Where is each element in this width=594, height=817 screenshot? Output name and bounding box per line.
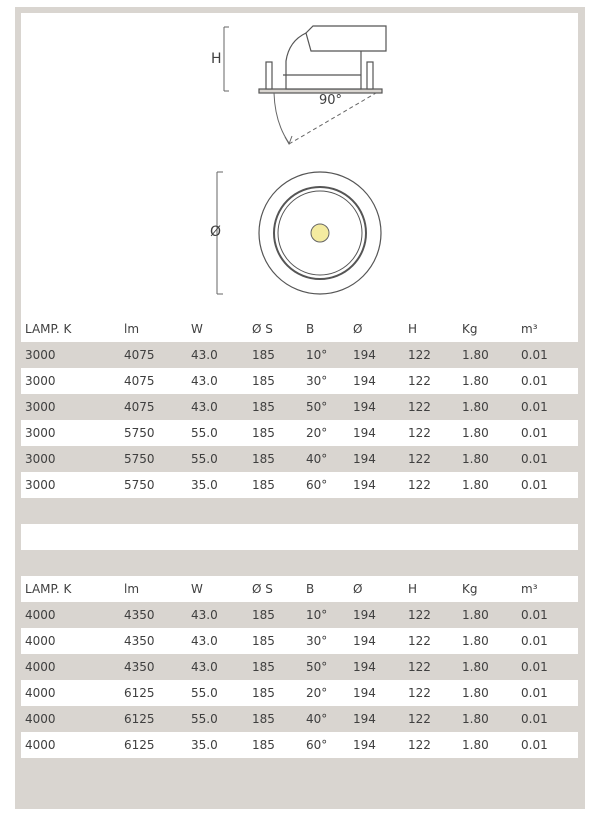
cell-diameter: 194 [353, 660, 376, 674]
cell-diameter: 194 [353, 478, 376, 492]
cell-beam: 10° [306, 348, 328, 362]
spacer-row [21, 524, 578, 550]
cell-lumens: 4075 [124, 400, 155, 414]
col-height: H [408, 582, 418, 596]
cell-lamp-k: 4000 [25, 738, 56, 752]
cell-watts: 55.0 [191, 452, 218, 466]
cell-volume: 0.01 [521, 478, 548, 492]
cell-lumens: 6125 [124, 686, 155, 700]
cell-weight: 1.80 [462, 686, 489, 700]
cell-lumens: 4350 [124, 634, 155, 648]
cell-weight: 1.80 [462, 712, 489, 726]
col-watts: W [191, 582, 203, 596]
cell-cutout: 185 [252, 738, 275, 752]
cell-diameter: 194 [353, 686, 376, 700]
col-beam: B [306, 582, 315, 596]
table-row [21, 446, 578, 472]
table-row [21, 394, 578, 420]
cell-volume: 0.01 [521, 634, 548, 648]
cell-weight: 1.80 [462, 348, 489, 362]
cell-diameter: 194 [353, 400, 376, 414]
cell-volume: 0.01 [521, 348, 548, 362]
cell-lumens: 6125 [124, 712, 155, 726]
cell-lamp-k: 4000 [25, 712, 56, 726]
table-row [21, 732, 578, 758]
cell-volume: 0.01 [521, 400, 548, 414]
cell-lumens: 5750 [124, 452, 155, 466]
product-drawing [21, 13, 578, 316]
cell-beam: 50° [306, 400, 328, 414]
cell-volume: 0.01 [521, 452, 548, 466]
cell-lamp-k: 4000 [25, 634, 56, 648]
table-row [21, 368, 578, 394]
angle-label: 90° [319, 93, 343, 108]
cell-watts: 35.0 [191, 738, 218, 752]
cell-weight: 1.80 [462, 374, 489, 388]
cell-cutout: 185 [252, 634, 275, 648]
cell-diameter: 194 [353, 712, 376, 726]
cell-watts: 43.0 [191, 374, 218, 388]
col-volume: m³ [521, 322, 538, 336]
cell-height: 122 [408, 634, 431, 648]
cell-weight: 1.80 [462, 738, 489, 752]
cell-weight: 1.80 [462, 608, 489, 622]
diameter-label: Ø [210, 224, 222, 240]
col-diameter: Ø [353, 582, 363, 596]
table-header [21, 576, 578, 602]
cell-weight: 1.80 [462, 634, 489, 648]
cell-lamp-k: 3000 [25, 426, 56, 440]
cell-volume: 0.01 [521, 374, 548, 388]
col-weight: Kg [462, 322, 478, 336]
cell-height: 122 [408, 374, 431, 388]
cell-beam: 50° [306, 660, 328, 674]
cell-lumens: 4075 [124, 374, 155, 388]
table-row [21, 472, 578, 498]
cell-weight: 1.80 [462, 660, 489, 674]
cell-volume: 0.01 [521, 738, 548, 752]
cell-height: 122 [408, 712, 431, 726]
luminaire-diagram [21, 13, 578, 316]
table-row [21, 342, 578, 368]
col-lumens: lm [124, 582, 140, 596]
cell-height: 122 [408, 478, 431, 492]
cell-height: 122 [408, 660, 431, 674]
cell-volume: 0.01 [521, 686, 548, 700]
cell-beam: 30° [306, 634, 328, 648]
col-height: H [408, 322, 418, 336]
front-view [259, 172, 381, 294]
cell-lumens: 4350 [124, 660, 155, 674]
cell-diameter: 194 [353, 426, 376, 440]
cell-diameter: 194 [353, 634, 376, 648]
col-watts: W [191, 322, 203, 336]
cell-lamp-k: 4000 [25, 608, 56, 622]
cell-beam: 10° [306, 608, 328, 622]
cell-lumens: 5750 [124, 478, 155, 492]
cell-lumens: 6125 [124, 738, 155, 752]
cell-cutout: 185 [252, 400, 275, 414]
height-label: H [211, 51, 222, 67]
cell-lamp-k: 3000 [25, 478, 56, 492]
cell-height: 122 [408, 686, 431, 700]
table-row [21, 602, 578, 628]
col-cutout: Ø S [252, 582, 273, 596]
cell-diameter: 194 [353, 452, 376, 466]
cell-watts: 43.0 [191, 660, 218, 674]
col-beam: B [306, 322, 315, 336]
table-header [21, 316, 578, 342]
cell-height: 122 [408, 426, 431, 440]
cell-height: 122 [408, 452, 431, 466]
cell-height: 122 [408, 738, 431, 752]
cell-cutout: 185 [252, 452, 275, 466]
cell-beam: 40° [306, 712, 328, 726]
height-dimension [224, 27, 229, 91]
cell-cutout: 185 [252, 478, 275, 492]
cell-diameter: 194 [353, 374, 376, 388]
cell-cutout: 185 [252, 608, 275, 622]
cell-watts: 55.0 [191, 686, 218, 700]
cell-volume: 0.01 [521, 712, 548, 726]
cell-watts: 55.0 [191, 426, 218, 440]
cell-diameter: 194 [353, 738, 376, 752]
cell-watts: 43.0 [191, 634, 218, 648]
side-view [259, 26, 386, 93]
cell-cutout: 185 [252, 374, 275, 388]
table-row [21, 628, 578, 654]
cell-weight: 1.80 [462, 478, 489, 492]
cell-cutout: 185 [252, 348, 275, 362]
cell-height: 122 [408, 400, 431, 414]
cell-watts: 55.0 [191, 712, 218, 726]
cell-lamp-k: 3000 [25, 400, 56, 414]
cell-lumens: 5750 [124, 426, 155, 440]
cell-height: 122 [408, 608, 431, 622]
spec-table-3000k [21, 316, 578, 498]
col-lamp-k: LAMP. K [25, 322, 72, 336]
cell-volume: 0.01 [521, 426, 548, 440]
cell-lumens: 4075 [124, 348, 155, 362]
cell-beam: 60° [306, 738, 328, 752]
cell-beam: 60° [306, 478, 328, 492]
cell-cutout: 185 [252, 660, 275, 674]
cell-beam: 30° [306, 374, 328, 388]
spec-table-4000k [21, 576, 578, 758]
cell-beam: 20° [306, 426, 328, 440]
cell-diameter: 194 [353, 608, 376, 622]
cell-lamp-k: 3000 [25, 452, 56, 466]
cell-diameter: 194 [353, 348, 376, 362]
cell-beam: 40° [306, 452, 328, 466]
table-row [21, 706, 578, 732]
cell-beam: 20° [306, 686, 328, 700]
cell-watts: 43.0 [191, 348, 218, 362]
cell-volume: 0.01 [521, 660, 548, 674]
cell-volume: 0.01 [521, 608, 548, 622]
cell-watts: 35.0 [191, 478, 218, 492]
cell-lamp-k: 3000 [25, 374, 56, 388]
table-row [21, 654, 578, 680]
cell-cutout: 185 [252, 686, 275, 700]
col-volume: m³ [521, 582, 538, 596]
cell-cutout: 185 [252, 426, 275, 440]
col-lumens: lm [124, 322, 140, 336]
col-lamp-k: LAMP. K [25, 582, 72, 596]
cell-lumens: 4350 [124, 608, 155, 622]
cell-watts: 43.0 [191, 608, 218, 622]
table-row [21, 680, 578, 706]
led-emitter [311, 224, 329, 242]
cell-weight: 1.80 [462, 400, 489, 414]
cell-lamp-k: 4000 [25, 660, 56, 674]
col-cutout: Ø S [252, 322, 273, 336]
col-diameter: Ø [353, 322, 363, 336]
cell-watts: 43.0 [191, 400, 218, 414]
cell-height: 122 [408, 348, 431, 362]
table-row [21, 420, 578, 446]
cell-weight: 1.80 [462, 452, 489, 466]
cell-weight: 1.80 [462, 426, 489, 440]
col-weight: Kg [462, 582, 478, 596]
cell-lamp-k: 4000 [25, 686, 56, 700]
cell-cutout: 185 [252, 712, 275, 726]
cell-lamp-k: 3000 [25, 348, 56, 362]
